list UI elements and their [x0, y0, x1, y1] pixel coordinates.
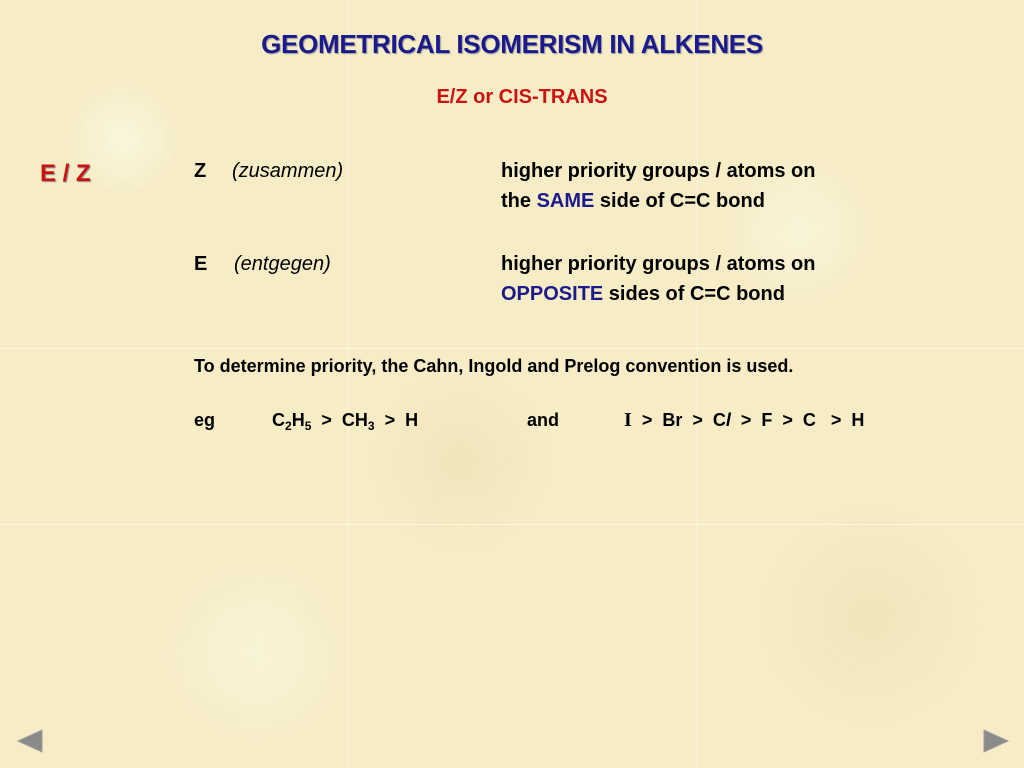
- z-definition-line2: the SAME side of C=C bond: [501, 190, 765, 212]
- z-letter: Z: [194, 160, 207, 182]
- example-eg: eg: [194, 410, 216, 430]
- texture-seam: [0, 524, 1024, 525]
- same-emphasis: SAME: [536, 190, 595, 212]
- e-definition-line1: higher priority groups / atoms on: [501, 253, 816, 275]
- z-definition-line1: higher priority groups / atoms on: [501, 160, 816, 182]
- previous-slide-button[interactable]: [16, 728, 44, 754]
- e-term: (entgegen): [234, 253, 331, 275]
- left-triangle-icon: [16, 728, 44, 754]
- priority-note: To determine priority, the Cahn, Ingold and Prelog convention is used.: [194, 356, 794, 376]
- texture-seam: [697, 0, 698, 768]
- z-term: (zusammen): [232, 160, 344, 182]
- e-definition-line2: OPPOSITE sides of C=C bond: [501, 283, 785, 305]
- example-alkyl-order: $C_2H_5 > CH_3 > H$: [272, 410, 419, 433]
- next-slide-button[interactable]: [982, 728, 1010, 754]
- right-triangle-icon: [982, 728, 1010, 754]
- opposite-emphasis: OPPOSITE: [501, 283, 604, 305]
- slide-title: GEOMETRICAL ISOMERISM IN ALKENES: [261, 29, 763, 59]
- example-halogen-order: I > Br > Cl > F > C > H: [624, 409, 865, 431]
- example-and: and: [527, 410, 560, 430]
- e-letter: E: [194, 253, 208, 275]
- side-label: E / Z: [40, 160, 91, 187]
- texture-seam: [348, 0, 349, 768]
- texture-seam: [0, 348, 1024, 349]
- slide-subtitle: E/Z or CIS-TRANS: [436, 86, 608, 108]
